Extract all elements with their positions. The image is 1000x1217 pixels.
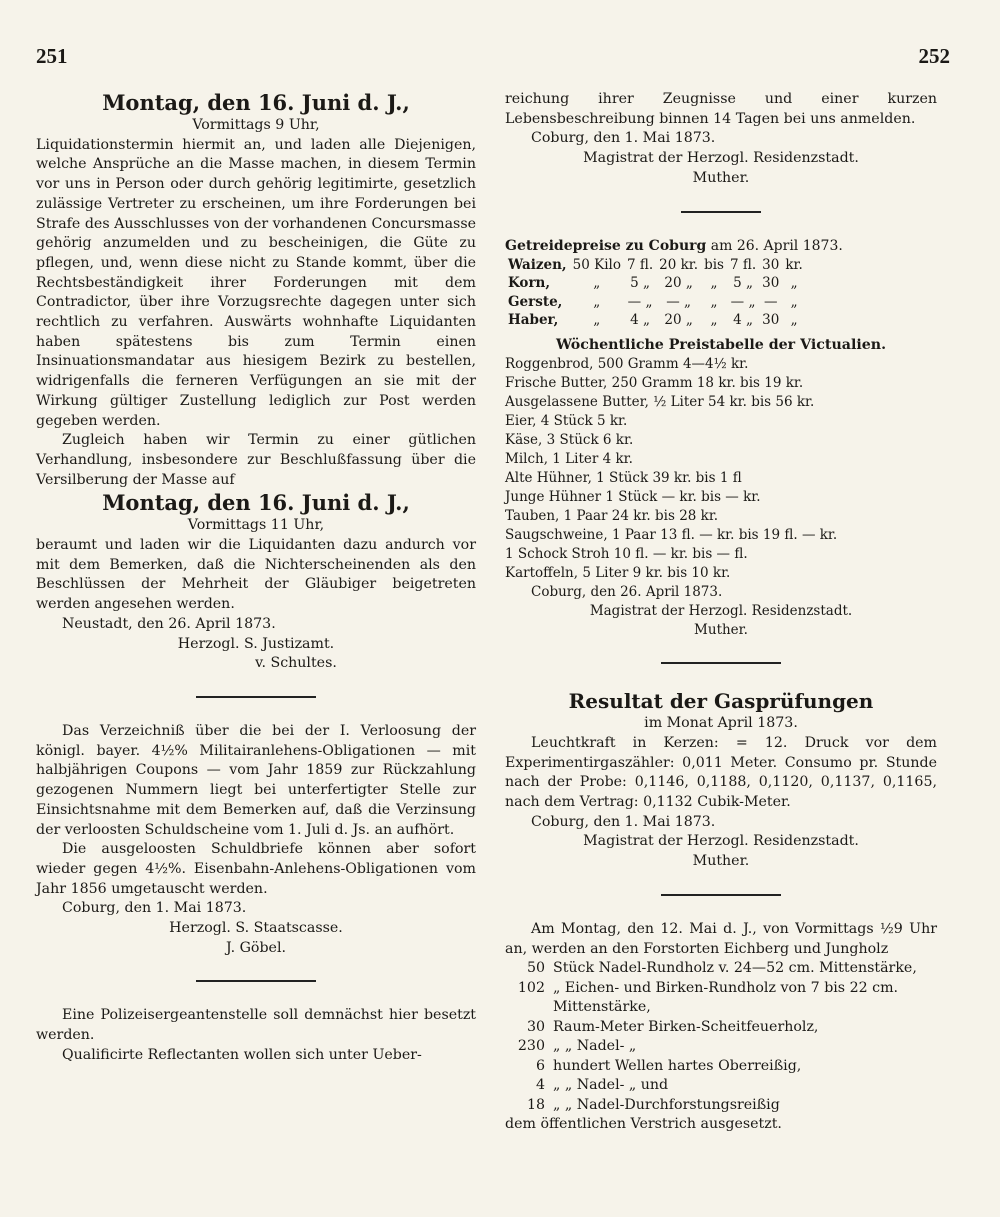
victual-item: Roggenbrod, 500 Gramm 4—4½ kr. xyxy=(505,356,749,373)
grain-cell: 30 xyxy=(762,275,780,292)
grain-cell: 7 fl. xyxy=(626,256,654,273)
wood-row xyxy=(505,1076,937,1096)
victual-item: Alte Hühner, 1 Stück 39 kr. bis 1 fl xyxy=(505,470,742,487)
page-number-right: 252 xyxy=(918,44,950,68)
time-line: Vormittags 11 Uhr, xyxy=(187,517,325,534)
wood-row xyxy=(505,1018,937,1038)
signature: Muther. xyxy=(692,853,750,870)
place-date: Coburg, den 1. Mai 1873. xyxy=(62,900,247,917)
wood-quantity: 50 xyxy=(526,960,545,977)
victual-item: Frische Butter, 250 Gramm 18 kr. bis 19 kr. xyxy=(505,375,804,392)
paragraph: Liquidationstermin hiermit an, und laden alle Diejenigen, welche Ansprüche an die Masse machen, in diesem Termin vor uns in Person oder durch gehörig legitimirte, gesetzlich zulässige Vertreter zu erscheinen, um ihre Forderungen bei Strafe des Ausschlusses von der vorhandenen Concursmasse gehörig anzumelden und zu bescheinigen, die Güte zu pflegen, und, wenn diese nicht zu Stande kommt, über die Rechtsbeständigkeit ihrer Forderungen mit dem Contradictor, über ihre Vorzugsrechte dagegen unter sich rechtlich zu verfahren. Auswärts wohnhafte Liquidanten haben spätestens bis zum Termin einen Insinuationsmandatar aus hiesigem Bezirk zu bestellen, widrigenfalls die ferneren Verfügungen an sie mit der Wirkung gültiger Zustellung lediglich zur Post werden gegeben werden. xyxy=(36,136,476,429)
wood-row xyxy=(505,959,937,979)
wood-quantity: 230 xyxy=(517,1038,545,1055)
victual-item: 1 Schock Stroh 10 fl. — kr. bis — fl. xyxy=(505,546,748,563)
date-heading: Montag, den 16. Juni d. J., xyxy=(102,490,410,516)
victual-item: Tauben, 1 Paar 24 kr. bis 28 kr. xyxy=(505,508,719,525)
wood-quantity: 30 xyxy=(526,1018,545,1035)
wood-table xyxy=(505,959,937,1115)
victuals-list xyxy=(505,355,937,583)
wood-quantity: 6 xyxy=(535,1057,545,1074)
grain-row xyxy=(505,311,806,330)
paragraph: Die ausgeloosten Schuldbriefe können aber sofort wieder gegen 4½%. Eisenbahn-Anlehens-Obligationen vom Jahr 1856 umgetauscht werden. xyxy=(36,841,476,897)
wood-quantity: 4 xyxy=(535,1077,545,1094)
grain-cell: 30 xyxy=(762,312,780,329)
place-date: Coburg, den 1. Mai 1873. xyxy=(531,130,716,147)
victual-item: Junge Hühner 1 Stück — kr. bis — kr. xyxy=(505,489,761,506)
grain-cell: „ xyxy=(593,312,601,329)
wood-intro: Am Montag, den 12. Mai d. J., von Vormittags ½9 Uhr an, werden an den Forstorten Eichberg und Jungholz xyxy=(505,920,937,957)
paragraph: Eine Polizeisergeantenstelle soll demnächst hier besetzt werden. xyxy=(36,1007,476,1044)
grain-cell: — xyxy=(764,293,778,310)
wood-row xyxy=(505,1096,937,1116)
grain-cell: 5 „ xyxy=(733,275,753,292)
wood-row xyxy=(505,979,937,1018)
wood-row xyxy=(505,1037,937,1057)
paragraph: Das Verzeichniß über die bei der I. Verloosung der königl. bayer. 4½% Militairanlehens-Obligationen — mit halbjährigen Coupons — vom Jahr 1859 zur Rückzahlung gezogenen Nummern liegt bei unterfertigter Stelle zur Einsichtsnahme mit dem Bemerken auf, daß die Verzinsung der verloosten Schuldscheine vom 1. Juli d. Js. an aufhört. xyxy=(36,722,476,838)
wood-description: hundert Wellen hartes Oberreißig, xyxy=(553,1057,802,1074)
wood-quantity: 102 xyxy=(517,979,545,996)
grain-cell: 5 „ xyxy=(630,275,650,292)
grain-cell: „ xyxy=(710,275,718,292)
grain-cell: — „ xyxy=(730,293,756,310)
victuals-heading: Wöchentliche Preistabelle der Victualien. xyxy=(555,336,887,353)
wood-description: „ Eichen- und Birken-Rundholz von 7 bis 22 cm. Mittenstärke, xyxy=(553,979,899,1016)
grain-cell: 30 xyxy=(762,256,780,273)
grain-cell: Gerste, xyxy=(508,293,563,310)
victual-item: Käse, 3 Stück 6 kr. xyxy=(505,432,634,449)
grain-cell: „ xyxy=(710,312,718,329)
page-number-left: 251 xyxy=(36,44,68,68)
gas-text: Leuchtkraft in Kerzen: = 12. Druck vor dem Experimentirgaszähler: 0,011 Meter. Consumo pr. Stunde nach der Probe: 0,1146, 0,1188, 0,1120, 0,1137, 0,1165, nach dem Vertrag: 0,1132 Cubik-Meter. xyxy=(505,734,937,811)
signature: v. Schultes. xyxy=(255,655,337,672)
date-heading: Montag, den 16. Juni d. J., xyxy=(102,90,410,115)
grain-cell: 20 kr. xyxy=(659,256,699,273)
time-line: Vormittags 9 Uhr, xyxy=(192,117,320,133)
wood-quantity: 18 xyxy=(526,1096,545,1113)
authority: Herzogl. S. Staatscasse. xyxy=(169,920,343,937)
divider xyxy=(196,696,316,698)
grain-cell: „ xyxy=(593,293,601,310)
grain-heading-date: am 26. April 1873. xyxy=(710,237,843,254)
grain-cell: 7 fl. xyxy=(729,256,757,273)
authority: Magistrat der Herzogl. Residenzstadt. xyxy=(589,603,853,620)
grain-row xyxy=(505,274,806,293)
gas-heading: Resultat der Gasprüfungen xyxy=(568,689,874,714)
wood-outro: dem öffentlichen Verstrich ausgesetzt. xyxy=(505,1116,782,1133)
victual-item: Ausgelassene Butter, ½ Liter 54 kr. bis 56 kr. xyxy=(505,394,815,411)
grain-cell: 4 „ xyxy=(630,312,650,329)
grain-cell: „ xyxy=(790,312,798,329)
signature: Muther. xyxy=(694,622,748,639)
grain-cell: 20 „ xyxy=(664,275,693,292)
gas-subheading: im Monat April 1873. xyxy=(644,715,798,732)
victual-item: Kartoffeln, 5 Liter 9 kr. bis 10 kr. xyxy=(505,565,731,582)
place-date: Coburg, den 1. Mai 1873. xyxy=(531,813,716,830)
grain-cell: 50 Kilo xyxy=(572,256,621,273)
grain-prices-heading xyxy=(505,237,937,256)
grain-cell: Korn, xyxy=(508,275,551,292)
grain-cell: 4 „ xyxy=(733,312,753,329)
victual-item: Milch, 1 Liter 4 kr. xyxy=(505,451,633,468)
authority: Herzogl. S. Justizamt. xyxy=(177,635,335,652)
paragraph: Qualificirte Reflectanten wollen sich unter Ueber- xyxy=(62,1046,422,1063)
victual-item: Eier, 4 Stück 5 kr. xyxy=(505,413,628,430)
divider xyxy=(196,980,316,982)
place-date: Coburg, den 26. April 1873. xyxy=(531,584,723,601)
grain-cell: „ xyxy=(710,293,718,310)
divider xyxy=(661,894,781,896)
grain-cell: — „ xyxy=(666,293,692,310)
authority: Magistrat der Herzogl. Residenzstadt. xyxy=(583,833,859,850)
wood-row xyxy=(505,1057,937,1077)
grain-cell: „ xyxy=(790,275,798,292)
grain-cell: „ xyxy=(593,275,601,292)
grain-cell: 20 „ xyxy=(664,312,693,329)
wood-description: Raum-Meter Birken-Scheitfeuerholz, xyxy=(553,1018,819,1035)
grain-cell: bis xyxy=(704,256,724,273)
wood-description: Stück Nadel-Rundholz v. 24—52 cm. Mittenstärke, xyxy=(553,960,917,977)
grain-cell: „ xyxy=(790,293,798,310)
grain-cell: kr. xyxy=(785,256,803,273)
divider xyxy=(681,211,761,213)
paragraph: beraumt und laden wir die Liquidanten dazu andurch vor mit dem Bemerken, daß die Nichterscheinenden als den Beschlüssen der Mehrheit der Gläubiger beigetreten werden angesehen werden. xyxy=(36,537,476,613)
divider xyxy=(661,662,781,664)
signature: Muther. xyxy=(692,169,750,186)
paragraph: reichung ihrer Zeugnisse und einer kurzen Lebensbeschreibung binnen 14 Tagen bei uns anmelden. xyxy=(505,91,937,127)
grain-heading-title: Getreidepreise zu Coburg xyxy=(505,237,707,254)
grain-cell: Haber, xyxy=(508,312,559,329)
grain-row xyxy=(505,256,806,275)
wood-description: „ „ Nadel-Durchforstungsreißig xyxy=(553,1096,780,1113)
place-date: Neustadt, den 26. April 1873. xyxy=(62,615,276,632)
signature: J. Göbel. xyxy=(225,939,286,956)
grain-cell: — „ xyxy=(627,293,653,310)
right-column xyxy=(505,90,937,1135)
wood-description: „ „ Nadel- „ xyxy=(553,1038,637,1055)
authority: Magistrat der Herzogl. Residenzstadt. xyxy=(583,150,859,167)
grain-row xyxy=(505,293,806,312)
grain-prices-table xyxy=(505,256,806,330)
left-column xyxy=(36,90,476,1066)
victual-item: Saugschweine, 1 Paar 13 fl. — kr. bis 19 fl. — kr. xyxy=(505,527,838,544)
grain-cell: Waizen, xyxy=(508,256,567,273)
wood-description: „ „ Nadel- „ und xyxy=(553,1077,669,1094)
paragraph: Zugleich haben wir Termin zu einer gütlichen Verhandlung, insbesondere zur Beschlußfassung über die Versilberung der Masse auf xyxy=(36,432,476,488)
